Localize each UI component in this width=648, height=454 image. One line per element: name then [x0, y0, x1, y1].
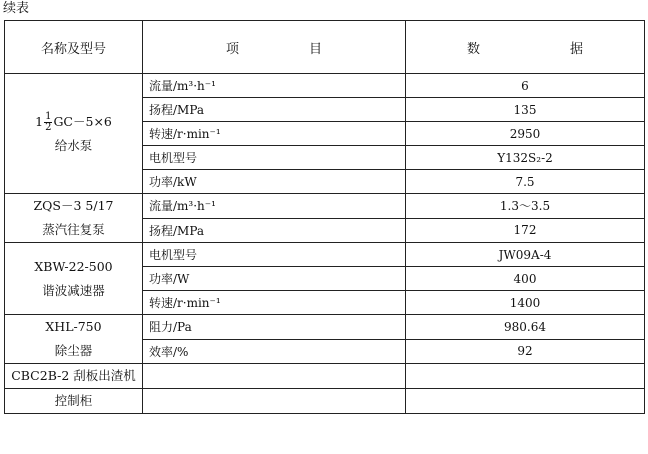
fraction: $\frac{1}{2}$	[45, 110, 52, 133]
equipment-name: 控制柜	[5, 389, 143, 414]
item-cell: 电机型号	[143, 146, 406, 170]
equipment-name-line2: 给水泵	[54, 137, 93, 153]
equipment-name-line2: 谐波减速器	[42, 282, 105, 298]
value-cell: 400	[406, 267, 645, 291]
header-item-b: 目	[309, 41, 323, 57]
value-cell: Y132S₂-2	[406, 146, 645, 170]
item-cell: 阻力/Pa	[143, 315, 406, 340]
equipment-name-line2: 除尘器	[54, 343, 93, 358]
header-data	[406, 21, 645, 74]
equipment-name-line1: ZQS－3 5/17	[33, 198, 114, 213]
value-cell: 172	[406, 218, 645, 243]
equipment-name: CBC2B-2 刮板出渣机	[5, 364, 143, 389]
value-cell	[406, 364, 645, 389]
value-cell: 1400	[406, 291, 645, 315]
value-cell: JW09A-4	[406, 243, 645, 267]
header-data-a: 数	[466, 41, 480, 57]
equipment-name	[5, 74, 143, 194]
table-row	[5, 315, 645, 340]
table-row	[5, 243, 645, 267]
value-cell: 1.3～3.5	[406, 194, 645, 219]
table-row	[5, 389, 645, 414]
equipment-name-line1: XHL-750	[45, 319, 102, 334]
item-cell: 功率/kW	[143, 170, 406, 194]
value-cell: 7.5	[406, 170, 645, 194]
equipment-name-line2: 蒸汽往复泵	[42, 222, 105, 237]
item-cell: 功率/W	[143, 267, 406, 291]
equipment-name-line1: 1 $\frac{1}{2}$ GC－5×6	[35, 110, 112, 133]
header-item-a: 项	[225, 41, 239, 57]
item-cell	[143, 389, 406, 414]
value-cell	[406, 389, 645, 414]
value-cell: 135	[406, 98, 645, 122]
spec-table	[4, 20, 645, 414]
item-cell: 转速/r·min⁻¹	[143, 291, 406, 315]
table-row	[5, 364, 645, 389]
equipment-name	[5, 194, 143, 243]
equipment-name-line1: XBW-22-500	[34, 258, 113, 274]
table-caption: 续表	[3, 1, 30, 16]
header-row	[5, 21, 645, 74]
item-cell: 效率/%	[143, 339, 406, 364]
item-cell: 电机型号	[143, 243, 406, 267]
value-cell: 2950	[406, 122, 645, 146]
table-row	[5, 194, 645, 219]
item-cell: 扬程/MPa	[143, 218, 406, 243]
item-cell	[143, 364, 406, 389]
header-item	[143, 21, 406, 74]
value-cell: 6	[406, 74, 645, 98]
equipment-name	[5, 315, 143, 364]
item-cell: 扬程/MPa	[143, 98, 406, 122]
value-cell: 980.64	[406, 315, 645, 340]
header-data-b: 据	[570, 41, 584, 57]
table-row	[5, 74, 645, 98]
equipment-name	[5, 243, 143, 315]
item-cell: 流量/m³·h⁻¹	[143, 74, 406, 98]
value-cell: 92	[406, 339, 645, 364]
item-cell: 流量/m³·h⁻¹	[143, 194, 406, 219]
header-name: 名称及型号	[5, 21, 143, 74]
item-cell: 转速/r·min⁻¹	[143, 122, 406, 146]
